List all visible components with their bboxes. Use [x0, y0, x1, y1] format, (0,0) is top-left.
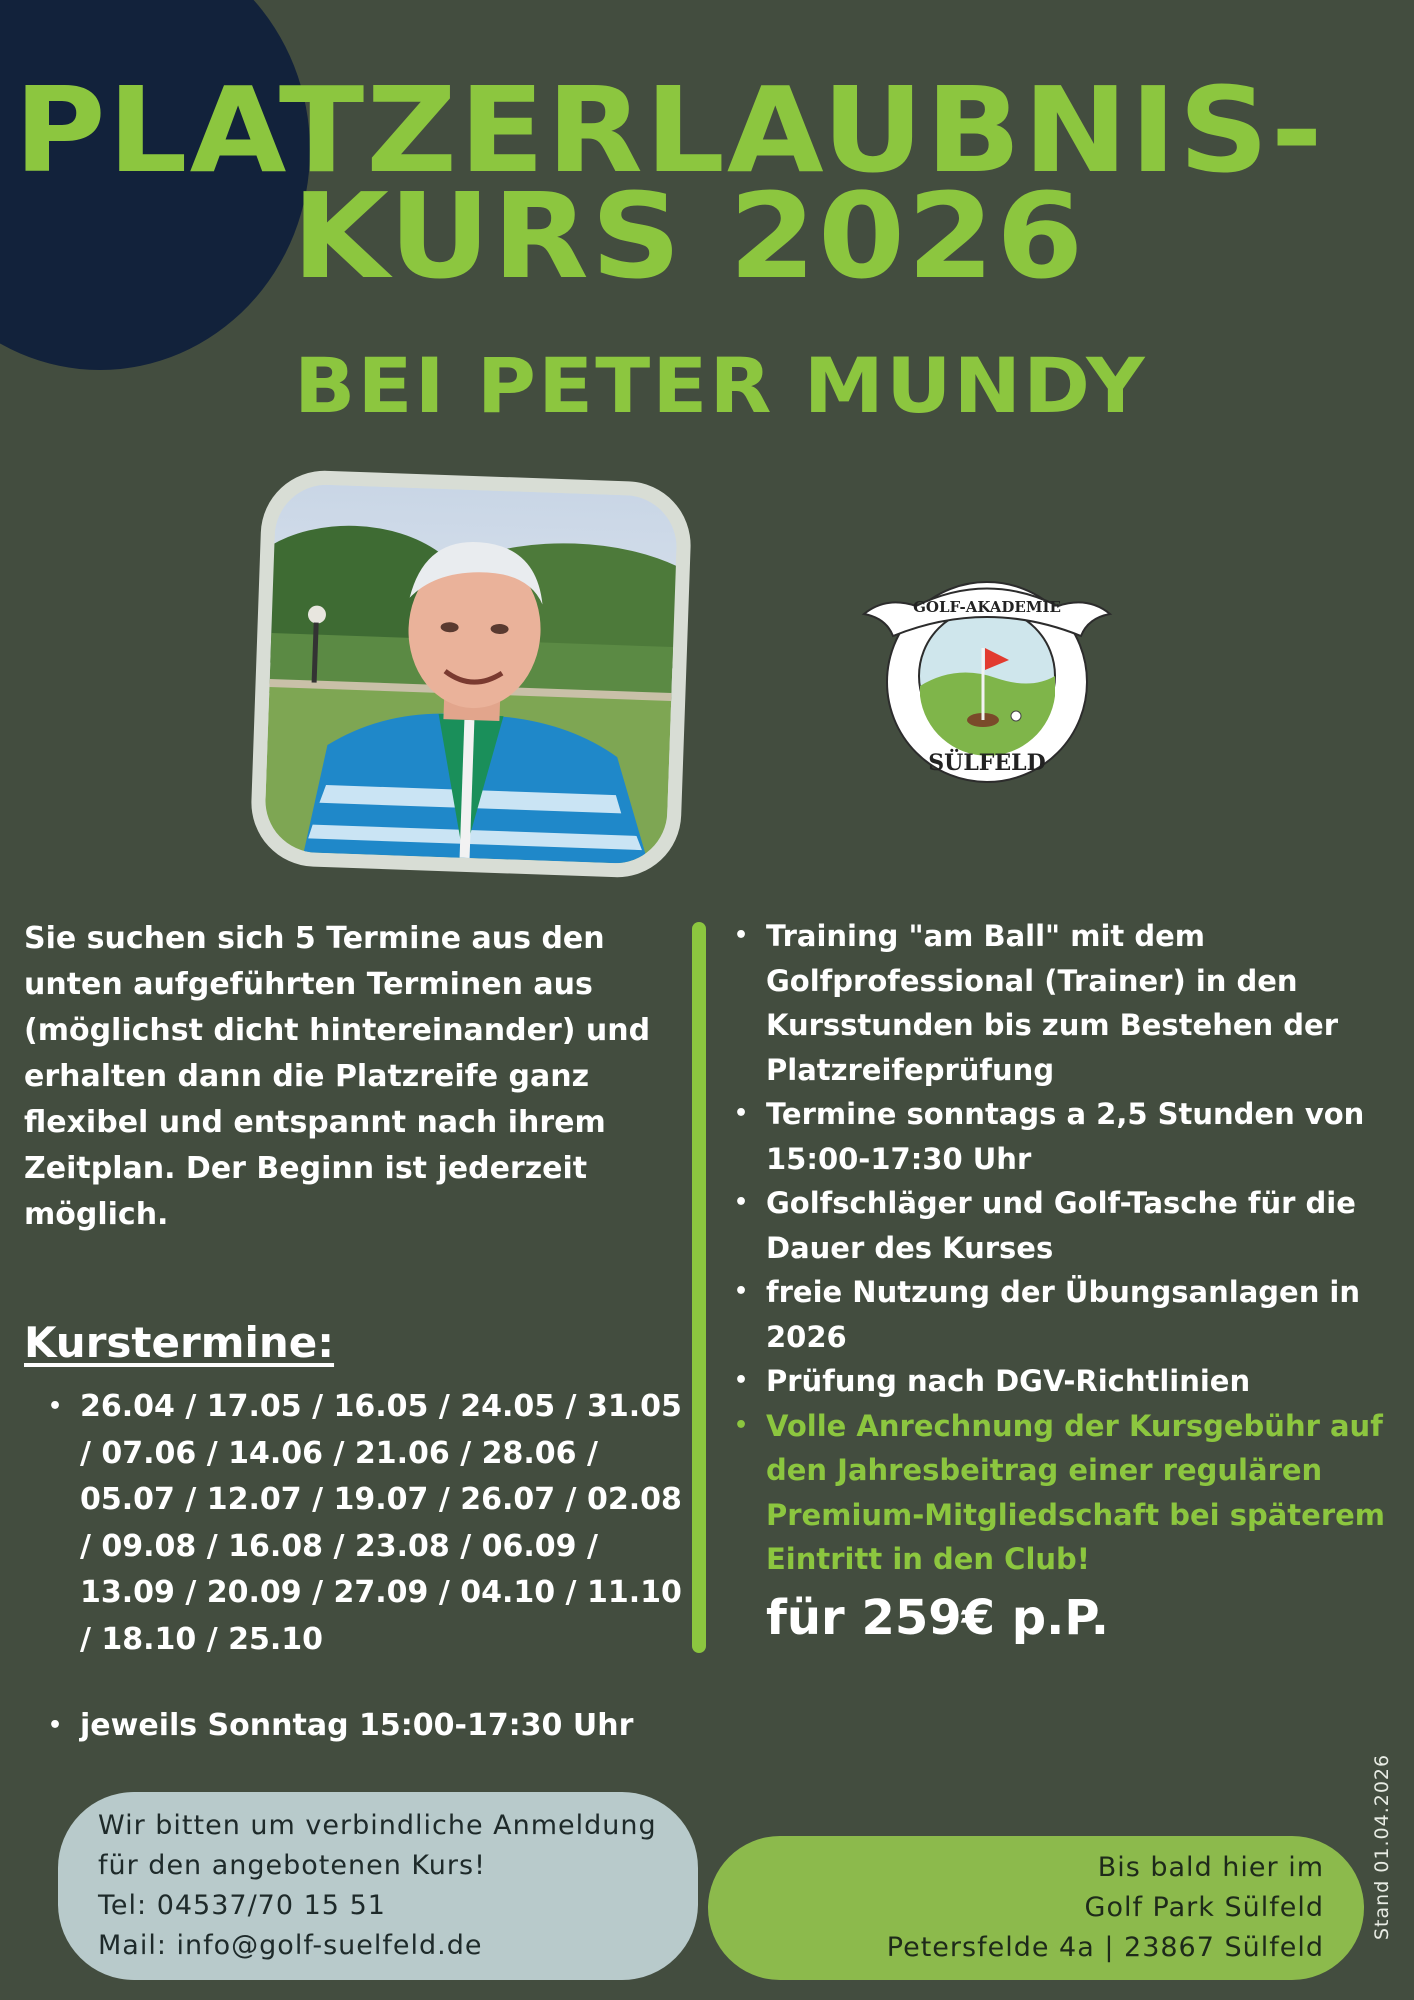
contact-line-2: für den angebotenen Kurs! [98, 1850, 486, 1881]
highlight-item: • Volle Anrechnung der Kursgebühr auf den Jahresbeitrag einer regulären Premium-Mitgliedschaft bei späterem Eintritt in den Club! [734, 1404, 1394, 1582]
address-line-3: Petersfelde 4a | 23867 Sülfeld [886, 1932, 1324, 1963]
feature-list [734, 914, 1394, 1582]
contact-tel[interactable]: Tel: 04537/70 15 51 [98, 1890, 386, 1921]
time-list [48, 1704, 688, 1748]
contact-line-1: Wir bitten um verbindliche Anmeldung [98, 1810, 657, 1841]
stand-date: Stand 01.04.2026 [1371, 1753, 1393, 1940]
contact-box [58, 1792, 698, 1980]
dates-item: • 26.04 / 17.05 / 16.05 / 24.05 / 31.05 / 07.06 / 14.06 / 21.06 / 28.06 / 05.07 / 12.07 / 19.07 / 26.07 / 02.08 / 09.08 / 16.08 / 23.08 / 06.09 / 13.09 / 20.09 / 27.09 / 04.10 / 11.10 / 18.10 / 25.10 [48, 1384, 688, 1663]
address-box [708, 1836, 1364, 1980]
dates-list [48, 1384, 688, 1663]
column-divider [692, 922, 706, 1653]
logo-top-text: GOLF-AKADEMIE [913, 598, 1061, 616]
intro-text: Sie suchen sich 5 Termine aus den unten aufgeführten Terminen aus (möglichst dicht hintereinander) und erhalten dann die Platzreife ganz flexibel und entspannt nach ihrem Zeitplan. Der Beginn ist jederzeit möglich. [24, 921, 651, 1232]
contact-mail[interactable]: Mail: info@golf-suelfeld.de [98, 1930, 483, 1961]
kurstermine-heading: Kurstermine: [24, 1318, 335, 1367]
address-line-2: Golf Park Sülfeld [1084, 1892, 1324, 1923]
feature-item: • Golfschläger und Golf-Tasche für die Dauer des Kurses [734, 1181, 1394, 1270]
page-subtitle: BEI PETER MUNDY [294, 341, 1147, 430]
time-item: • jeweils Sonntag 15:00-17:30 Uhr [48, 1704, 688, 1748]
page-title-line-2: KURS 2026 [292, 167, 1086, 305]
feature-item: • Termine sonntags a 2,5 Stunden von 15:00-17:30 Uhr [734, 1092, 1394, 1181]
golf-akademie-logo [856, 566, 1118, 788]
feature-item: • freie Nutzung der Übungsanlagen in 2026 [734, 1270, 1394, 1359]
trainer-photo [249, 469, 693, 880]
logo-bottom-text: SÜLFELD [928, 750, 1046, 776]
page-title-line-1: PLATZERLAUBNIS- [14, 61, 1325, 199]
feature-item: • Prüfung nach DGV-Richtlinien [734, 1359, 1394, 1404]
feature-item: • Training "am Ball" mit dem Golfprofessional (Trainer) in den Kursstunden bis zum Bestehen der Platzreifeprüfung [734, 914, 1394, 1092]
address-line-1: Bis bald hier im [1097, 1852, 1324, 1883]
price: für 259€ p.P. [766, 1590, 1109, 1646]
